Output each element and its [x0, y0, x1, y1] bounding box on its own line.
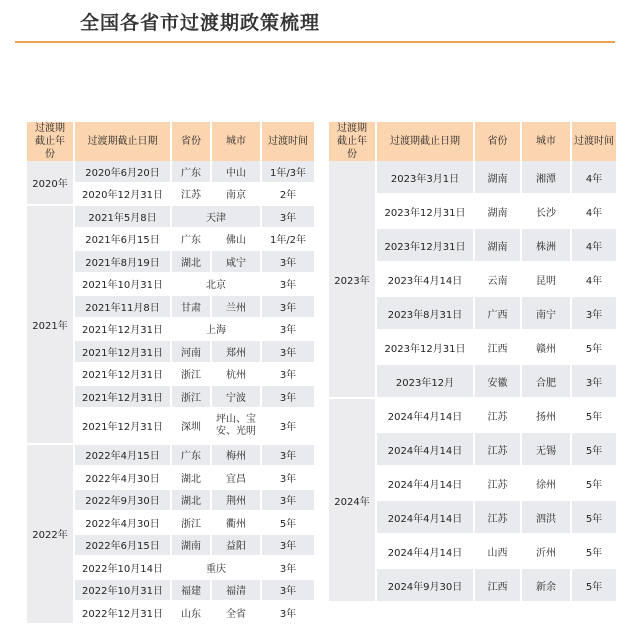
province-cell: 浙江	[172, 512, 212, 535]
date-cell: 2021年10月31日	[75, 274, 172, 297]
duration-cell: 3年	[262, 206, 316, 229]
province-cell: 浙江	[172, 386, 212, 409]
duration-cell: 3年	[572, 365, 618, 399]
city-cell: 泗洪	[522, 501, 572, 535]
duration-cell: 4年	[572, 263, 618, 297]
province-cell: 湖南	[475, 195, 522, 229]
province-cell: 广东	[172, 445, 212, 468]
duration-cell: 3年	[262, 467, 316, 490]
city-cell: 福清	[212, 580, 262, 603]
duration-cell: 3年	[262, 602, 316, 625]
duration-cell: 3年	[262, 557, 316, 580]
city-line: 安、光明	[216, 425, 256, 437]
date-cell: 2021年12月31日	[75, 364, 172, 387]
date-cell: 2024年4月14日	[377, 467, 475, 501]
duration-cell: 3年	[262, 409, 316, 445]
duration-cell: 5年	[572, 433, 618, 467]
duration-cell: 3年	[262, 319, 316, 342]
city-cell: 兰州	[212, 296, 262, 319]
date-cell: 2023年12月31日	[377, 195, 475, 229]
header-cell: 过渡时间	[572, 122, 618, 161]
province-cell: 江苏	[475, 501, 522, 535]
duration-cell: 5年	[572, 331, 618, 365]
city-cell: 昆明	[522, 263, 572, 297]
header-cell: 城市	[212, 122, 262, 161]
city-cell	[212, 409, 262, 445]
date-cell: 2023年8月31日	[377, 297, 475, 331]
date-cell: 2021年12月31日	[75, 386, 172, 409]
duration-cell: 5年	[572, 467, 618, 501]
date-cell: 2023年4月14日	[377, 263, 475, 297]
date-cell: 2020年6月20日	[75, 161, 172, 184]
date-cell: 2023年3月1日	[377, 161, 475, 195]
city-cell: 佛山	[212, 229, 262, 252]
duration-cell: 4年	[572, 195, 618, 229]
province-cell: 广西	[475, 297, 522, 331]
duration-cell: 3年	[262, 251, 316, 274]
date-cell: 2022年4月30日	[75, 512, 172, 535]
duration-cell: 1年/2年	[262, 229, 316, 252]
duration-cell: 4年	[572, 229, 618, 263]
date-cell: 2021年12月31日	[75, 409, 172, 445]
date-cell: 2020年12月31日	[75, 184, 172, 207]
city-cell: 宁波	[212, 386, 262, 409]
date-cell: 2022年10月14日	[75, 557, 172, 580]
duration-cell: 3年	[262, 296, 316, 319]
city-cell: 南宁	[522, 297, 572, 331]
duration-cell: 5年	[572, 399, 618, 433]
header-cell: 过渡期截止年份	[27, 122, 75, 161]
province-cell: 湖北	[172, 490, 212, 513]
duration-cell: 5年	[572, 535, 618, 569]
region-cell: 北京	[172, 274, 262, 297]
duration-cell: 5年	[572, 501, 618, 535]
table-header-row	[27, 122, 316, 161]
year-cell: 2020年	[27, 161, 75, 206]
city-cell: 无锡	[522, 433, 572, 467]
province-cell: 江苏	[475, 399, 522, 433]
province-cell: 云南	[475, 263, 522, 297]
province-cell: 湖南	[172, 535, 212, 558]
city-cell: 衢州	[212, 512, 262, 535]
province-cell: 江苏	[172, 184, 212, 207]
duration-cell: 4年	[572, 161, 618, 195]
header-cell: 过渡期截止日期	[377, 122, 475, 161]
date-cell: 2021年6月15日	[75, 229, 172, 252]
table-row	[27, 445, 316, 468]
province-cell: 江苏	[475, 433, 522, 467]
city-cell: 合肥	[522, 365, 572, 399]
province-cell: 深圳	[172, 409, 212, 445]
province-cell: 江西	[475, 569, 522, 603]
province-cell: 江苏	[475, 467, 522, 501]
duration-cell: 3年	[262, 445, 316, 468]
year-cell: 2021年	[27, 206, 75, 445]
date-cell: 2023年12月31日	[377, 229, 475, 263]
city-cell: 株洲	[522, 229, 572, 263]
date-cell: 2021年8月19日	[75, 251, 172, 274]
table-row	[329, 399, 618, 433]
city-cell: 赣州	[522, 331, 572, 365]
date-cell: 2022年10月31日	[75, 580, 172, 603]
year-cell: 2024年	[329, 399, 377, 603]
province-cell: 广东	[172, 161, 212, 184]
city-cell: 长沙	[522, 195, 572, 229]
province-cell: 湖北	[172, 467, 212, 490]
table-header-row	[329, 122, 618, 161]
city-cell: 全省	[212, 602, 262, 625]
date-cell: 2023年12月31日	[377, 331, 475, 365]
city-cell: 荆州	[212, 490, 262, 513]
header-cell: 省份	[475, 122, 522, 161]
city-cell: 新余	[522, 569, 572, 603]
city-cell: 中山	[212, 161, 262, 184]
header-cell: 过渡期截止日期	[75, 122, 172, 161]
province-cell: 河南	[172, 341, 212, 364]
date-cell: 2024年4月14日	[377, 433, 475, 467]
header-cell: 过渡时间	[262, 122, 316, 161]
header-cell: 城市	[522, 122, 572, 161]
city-cell: 南京	[212, 184, 262, 207]
duration-cell: 5年	[262, 512, 316, 535]
date-cell: 2024年9月30日	[377, 569, 475, 603]
table-row	[329, 161, 618, 195]
province-cell: 湖北	[172, 251, 212, 274]
title-divider	[15, 41, 615, 43]
province-cell: 浙江	[172, 364, 212, 387]
duration-cell: 3年	[262, 341, 316, 364]
city-cell: 徐州	[522, 467, 572, 501]
table-row	[27, 206, 316, 229]
province-cell: 山东	[172, 602, 212, 625]
date-cell: 2024年4月14日	[377, 501, 475, 535]
date-cell: 2022年12月31日	[75, 602, 172, 625]
city-cell: 益阳	[212, 535, 262, 558]
header-cell: 过渡期截止年份	[329, 122, 377, 161]
city-cell: 杭州	[212, 364, 262, 387]
date-cell: 2021年12月31日	[75, 341, 172, 364]
city-cell: 郑州	[212, 341, 262, 364]
province-cell: 福建	[172, 580, 212, 603]
duration-cell: 1年/3年	[262, 161, 316, 184]
duration-cell: 3年	[262, 490, 316, 513]
province-cell: 安徽	[475, 365, 522, 399]
province-cell: 湖南	[475, 161, 522, 195]
duration-cell: 3年	[262, 274, 316, 297]
duration-cell: 3年	[262, 386, 316, 409]
date-cell: 2022年6月15日	[75, 535, 172, 558]
table-row	[27, 161, 316, 184]
date-cell: 2022年4月30日	[75, 467, 172, 490]
region-cell: 重庆	[172, 557, 262, 580]
city-cell: 湘潭	[522, 161, 572, 195]
year-cell: 2022年	[27, 445, 75, 625]
duration-cell: 3年	[262, 364, 316, 387]
region-cell: 天津	[172, 206, 262, 229]
province-cell: 广东	[172, 229, 212, 252]
duration-cell: 5年	[572, 569, 618, 603]
province-cell: 甘肃	[172, 296, 212, 319]
date-cell: 2024年4月14日	[377, 535, 475, 569]
right-policy-table	[329, 122, 618, 603]
header-cell: 省份	[172, 122, 212, 161]
duration-cell: 3年	[572, 297, 618, 331]
province-cell: 山西	[475, 535, 522, 569]
city-line: 坪山、宝	[216, 413, 256, 425]
city-cell: 沂州	[522, 535, 572, 569]
province-cell: 江西	[475, 331, 522, 365]
left-policy-table	[27, 122, 316, 625]
year-cell: 2023年	[329, 161, 377, 399]
date-cell: 2021年12月31日	[75, 319, 172, 342]
city-cell: 扬州	[522, 399, 572, 433]
province-cell: 湖南	[475, 229, 522, 263]
page-title: 全国各省市过渡期政策梳理	[80, 12, 321, 34]
region-cell: 上海	[172, 319, 262, 342]
date-cell: 2022年9月30日	[75, 490, 172, 513]
duration-cell: 3年	[262, 580, 316, 603]
city-cell: 宜昌	[212, 467, 262, 490]
city-cell: 咸宁	[212, 251, 262, 274]
duration-cell: 2年	[262, 184, 316, 207]
date-cell: 2021年5月8日	[75, 206, 172, 229]
date-cell: 2024年4月14日	[377, 399, 475, 433]
city-cell: 梅州	[212, 445, 262, 468]
date-cell: 2023年12月	[377, 365, 475, 399]
duration-cell: 3年	[262, 535, 316, 558]
date-cell: 2021年11月8日	[75, 296, 172, 319]
date-cell: 2022年4月15日	[75, 445, 172, 468]
